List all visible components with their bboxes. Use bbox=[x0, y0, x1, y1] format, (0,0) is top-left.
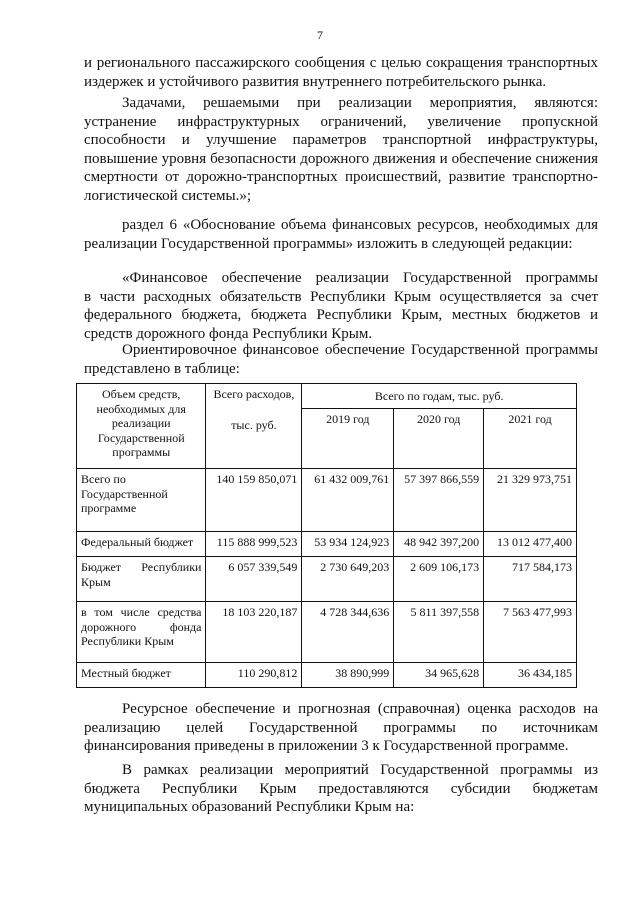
text-line: «Финансовое обеспечение реализации Государственной программы bbox=[122, 270, 598, 286]
year-2021-cell: 717 584,173 bbox=[484, 557, 577, 602]
table-row bbox=[77, 469, 577, 532]
text-line: логистической системы.»; bbox=[84, 187, 251, 204]
text-line: смертности от дорожно-транспортных происшествий, развитие транспортно- bbox=[84, 169, 598, 185]
text-line: бюджета Республики Крым предоставляются субсидии бюджетам bbox=[84, 780, 598, 797]
text-line: издержек и устойчивого развития внутреннего потребительского рынка. bbox=[84, 73, 547, 90]
text-line: и регионального пассажирского сообщения с целью сокращения транспортных bbox=[84, 55, 598, 71]
row-label-line: дорожного фонда bbox=[81, 619, 202, 634]
header-total-line: Всего расходов, bbox=[213, 387, 295, 401]
year-2019-cell: 53 934 124,923 bbox=[302, 532, 394, 557]
header-cell-by-years: Всего по годам, тыс. руб. bbox=[302, 384, 577, 409]
row-label-cell bbox=[77, 602, 206, 663]
header-cell-funding-volume: Объем средств, необходимых для реализации Государственной программы bbox=[77, 384, 206, 469]
text-line: повышение уровня безопасности дорожного движения и обеспечение снижения bbox=[84, 150, 598, 167]
table-row bbox=[77, 602, 577, 663]
year-2021-cell: 36 434,185 bbox=[484, 663, 577, 688]
total-cell: 18 103 220,187 bbox=[206, 602, 302, 663]
year-2020-cell: 57 397 866,559 bbox=[394, 469, 484, 532]
paragraph-tasks bbox=[84, 94, 598, 205]
paragraph-intro bbox=[84, 54, 598, 91]
year-2020-cell: 2 609 106,173 bbox=[394, 557, 484, 602]
text-line: средств дорожного фонда Республики Крым. bbox=[84, 325, 373, 342]
paragraph-table-intro bbox=[84, 341, 598, 378]
year-2021-cell: 13 012 477,400 bbox=[484, 532, 577, 557]
text-line: реализацию целей Государственной программы по источникам bbox=[84, 719, 598, 736]
header-cell-year-2019: 2019 год bbox=[302, 409, 394, 469]
row-label-cell bbox=[77, 557, 206, 602]
paragraph-section-6 bbox=[84, 216, 598, 253]
row-label-cell: Всего по Государственной программе bbox=[77, 469, 206, 532]
year-2019-cell: 2 730 649,203 bbox=[302, 557, 394, 602]
row-label-cell: Местный бюджет bbox=[77, 663, 206, 688]
text-line: муниципальных образований Республики Крым на: bbox=[84, 799, 415, 815]
year-2019-cell: 38 890,999 bbox=[302, 663, 394, 688]
text-line: в части расходных обязательств Республики Крым осуществляется за счет bbox=[84, 288, 598, 305]
header-cell-year-2021: 2021 год bbox=[484, 409, 577, 469]
text-line: В рамках реализации мероприятий Государственной программы из bbox=[122, 762, 598, 778]
header-cell-year-2020: 2020 год bbox=[394, 409, 484, 469]
text-line: федерального бюджета, бюджета Республики Крым, местных бюджетов и bbox=[84, 307, 598, 323]
table-header-row bbox=[77, 384, 577, 409]
row-label-line: в том числе средства bbox=[81, 605, 202, 619]
year-2021-cell: 7 563 477,993 bbox=[484, 602, 577, 663]
table-row bbox=[77, 663, 577, 688]
text-line: финансирования приведены в приложении 3 к Государственной программе. bbox=[84, 738, 569, 754]
text-line: Задачами, решаемыми при реализации мероприятия, являются: bbox=[122, 95, 598, 111]
year-2020-cell: 5 811 397,558 bbox=[394, 602, 484, 663]
paragraph-resource-support bbox=[84, 700, 598, 756]
text-line: способности и улучшение параметров транспортной инфраструктуры, bbox=[84, 132, 598, 148]
year-2020-cell: 34 965,628 bbox=[394, 663, 484, 688]
row-label-cell: Федеральный бюджет bbox=[77, 532, 206, 557]
paragraph-financing bbox=[84, 269, 598, 343]
text-line: раздел 6 «Обоснование объема финансовых ресурсов, необходимых для bbox=[122, 217, 598, 233]
table-row bbox=[77, 532, 577, 557]
text-line: Ресурсное обеспечение и прогнозная (справочная) оценка расходов на bbox=[122, 701, 598, 717]
total-cell: 140 159 850,071 bbox=[206, 469, 302, 532]
text-line: Ориентировочное финансовое обеспечение Государственной программы bbox=[122, 342, 598, 358]
year-2021-cell: 21 329 973,751 bbox=[484, 469, 577, 532]
page-number: 7 bbox=[317, 28, 323, 42]
financing-table bbox=[76, 383, 577, 688]
row-label-line: Республики Крым bbox=[81, 634, 174, 648]
header-total-unit: тыс. руб. bbox=[231, 417, 277, 432]
total-cell: 110 290,812 bbox=[206, 663, 302, 688]
header-cell-total bbox=[206, 384, 302, 469]
total-cell: 6 057 339,549 bbox=[206, 557, 302, 602]
year-2019-cell: 4 728 344,636 bbox=[302, 602, 394, 663]
text-line: реализации Государственной программы» изложить в следующей редакции: bbox=[84, 235, 573, 252]
text-line: устранение инфраструктурных ограничений, увеличение пропускной bbox=[84, 113, 598, 130]
text-line: представлено в таблице: bbox=[84, 360, 240, 377]
year-2019-cell: 61 432 009,761 bbox=[302, 469, 394, 532]
table-row bbox=[77, 557, 577, 602]
paragraph-subsidies bbox=[84, 761, 598, 817]
row-label-line: Бюджет Республики bbox=[81, 560, 202, 574]
total-cell: 115 888 999,523 bbox=[206, 532, 302, 557]
year-2020-cell: 48 942 397,200 bbox=[394, 532, 484, 557]
row-label-line: Крым bbox=[81, 574, 111, 589]
